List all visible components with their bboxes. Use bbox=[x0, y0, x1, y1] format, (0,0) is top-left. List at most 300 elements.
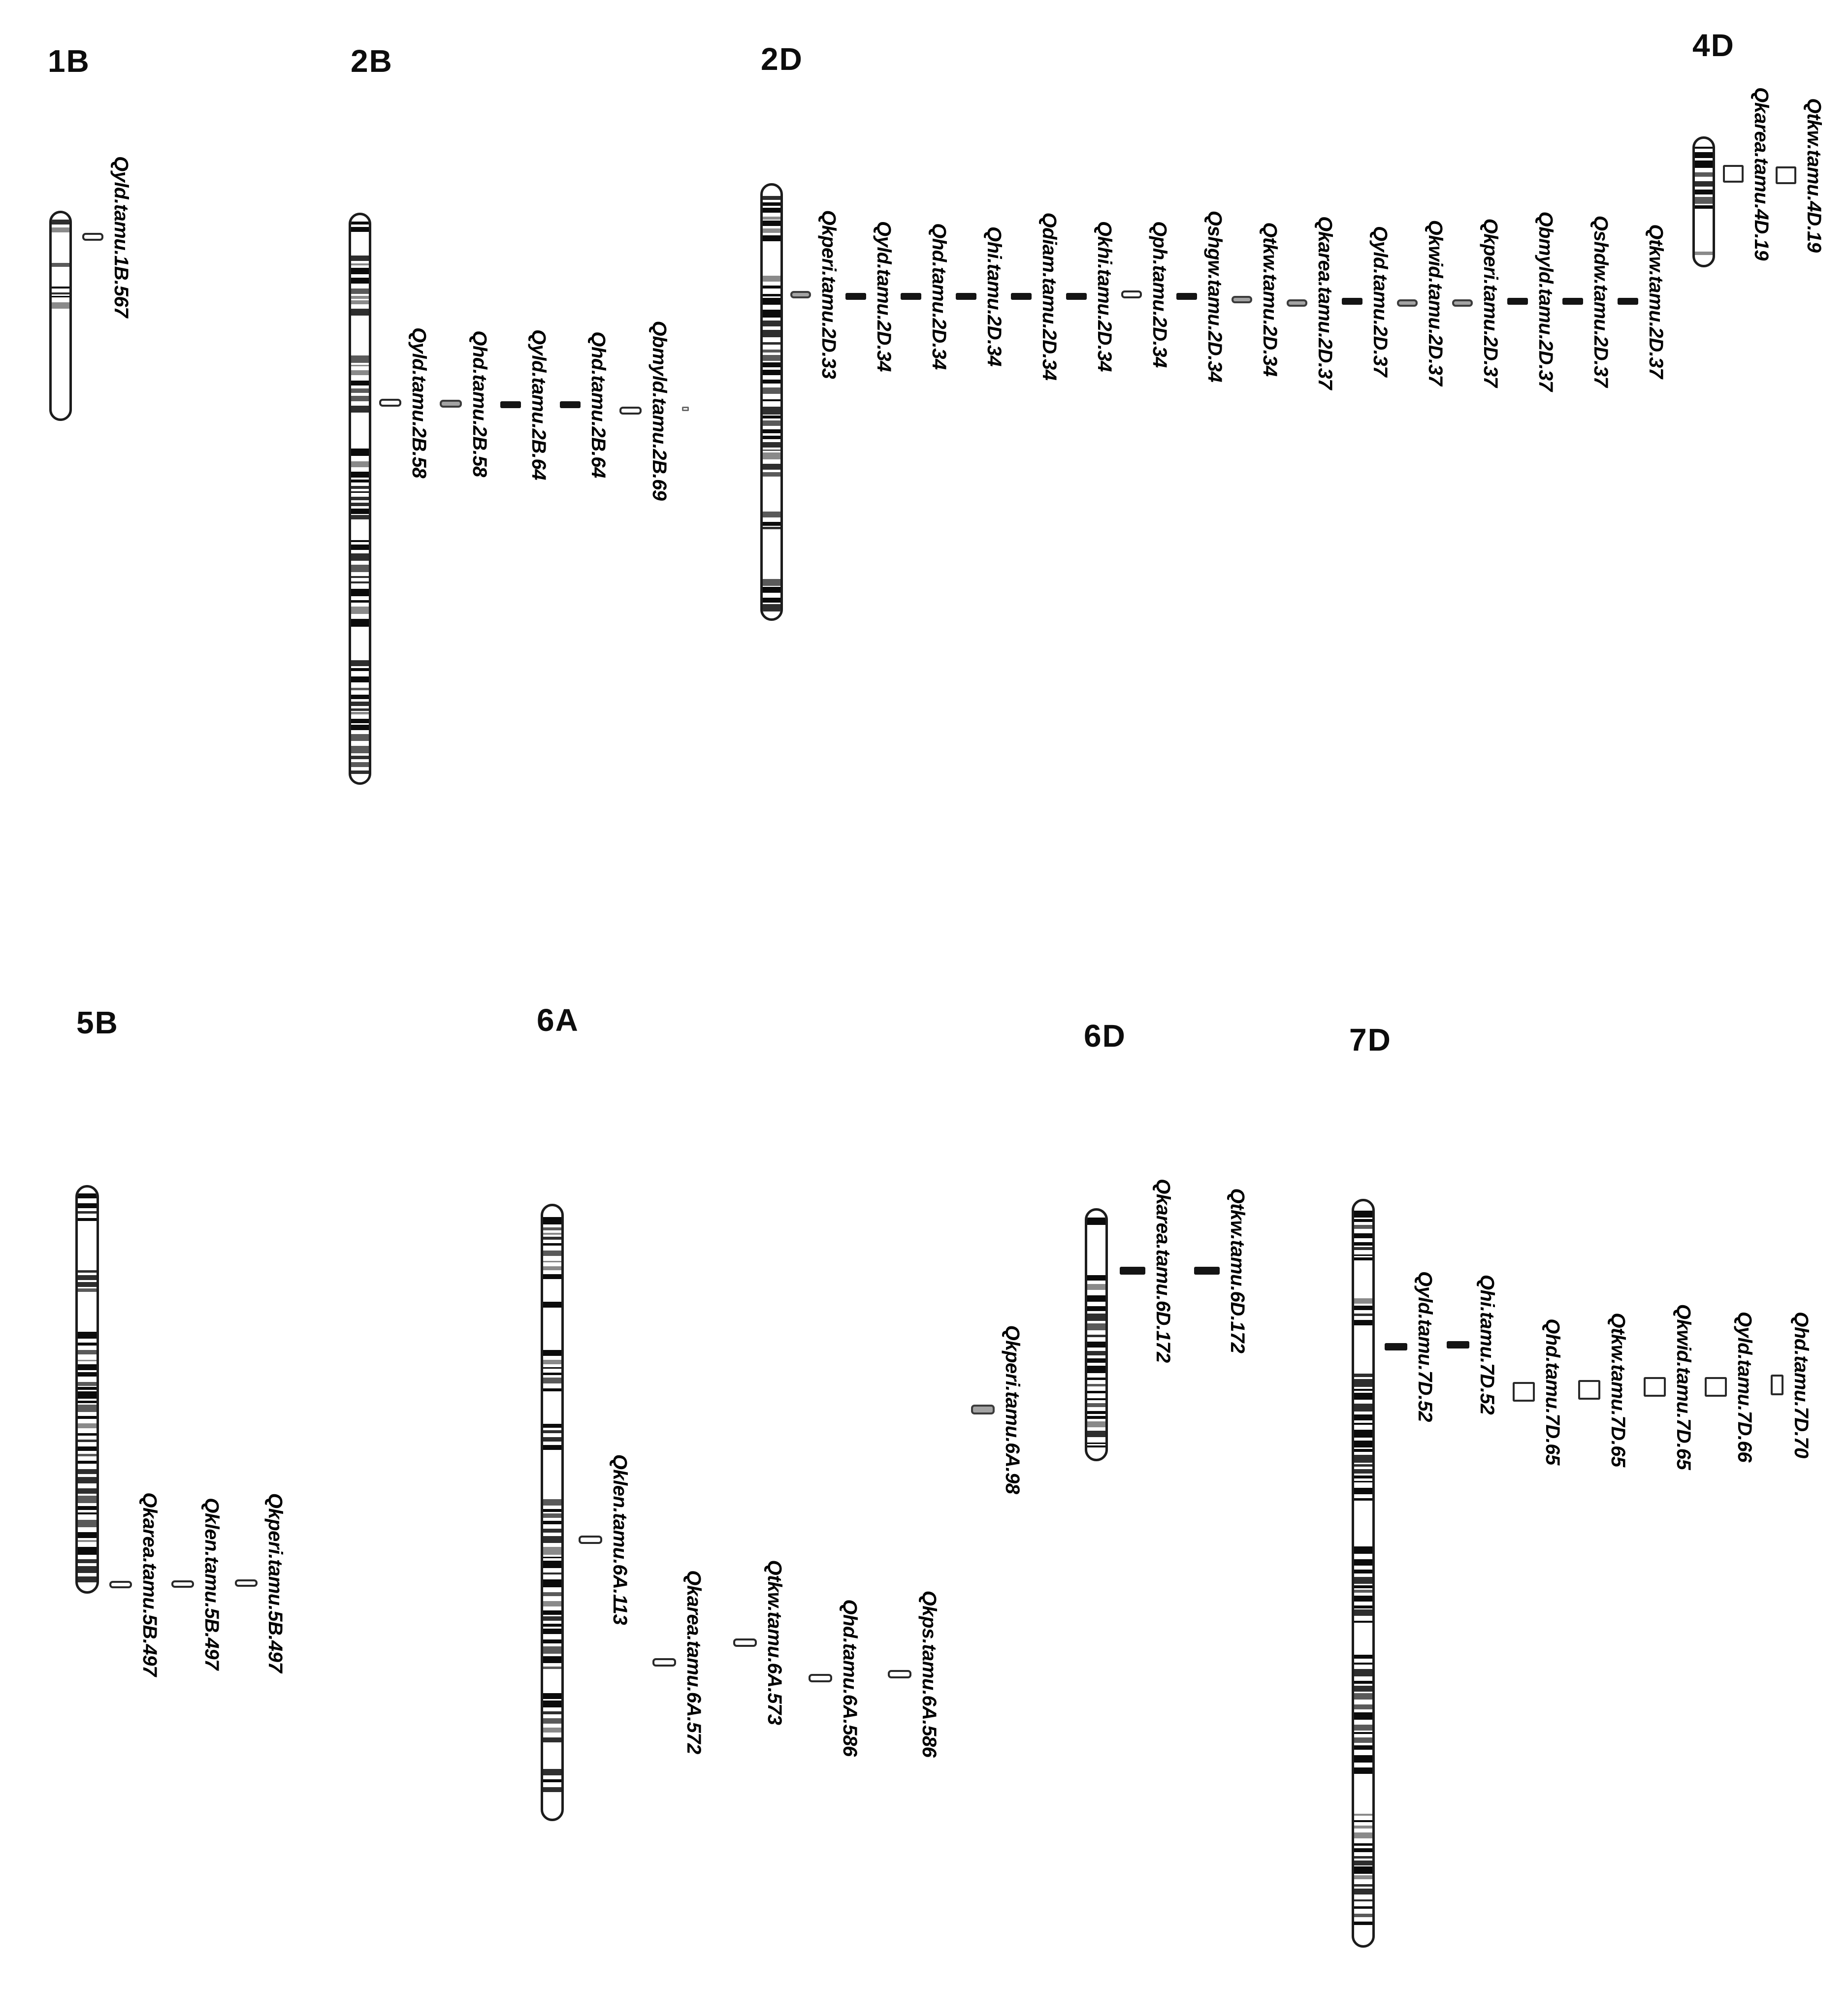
chromosome-band bbox=[78, 1288, 97, 1292]
chromosome-band bbox=[1087, 1416, 1105, 1419]
chromosome-band bbox=[351, 540, 369, 542]
chromosome-band bbox=[351, 756, 369, 760]
chromosome-band bbox=[763, 407, 780, 415]
chromosome-band bbox=[351, 365, 369, 366]
chromosome-band bbox=[1354, 1379, 1372, 1387]
chromosome-band bbox=[78, 1496, 97, 1503]
chromosome-band bbox=[763, 196, 780, 200]
chromosome-band bbox=[1354, 1414, 1372, 1420]
chromosome-band bbox=[351, 268, 369, 274]
chromosome-band bbox=[1087, 1378, 1105, 1380]
qtl-label: Qkwid.tamu.2D.37 bbox=[1425, 220, 1446, 386]
qtl-interval-marker bbox=[1776, 166, 1796, 184]
stray-tick bbox=[682, 407, 689, 411]
qtl-label: Qhd.tamu.2D.34 bbox=[928, 223, 950, 370]
chromosome-band bbox=[543, 1536, 561, 1543]
chromosome-band bbox=[351, 734, 369, 741]
qtl-label: Qyld.tamu.7D.52 bbox=[1414, 1271, 1436, 1422]
qtl-label: Qdiam.tamu.2D.34 bbox=[1038, 212, 1060, 381]
qtl-interval-marker bbox=[1705, 1377, 1727, 1397]
chromosome-band bbox=[78, 1282, 97, 1287]
chromosome-band bbox=[1354, 1546, 1372, 1554]
qtl-interval-marker bbox=[956, 293, 976, 300]
qtl-interval-marker bbox=[971, 1405, 995, 1414]
chromosome-band bbox=[351, 309, 369, 315]
chromosome-band bbox=[351, 381, 369, 386]
chromosome-band bbox=[351, 296, 369, 299]
chromosome-band bbox=[543, 1302, 561, 1308]
chromosome-band bbox=[78, 1440, 97, 1442]
chromosome-band bbox=[543, 1499, 561, 1506]
chromosome-band bbox=[1695, 190, 1713, 195]
chromosome-band bbox=[543, 1437, 561, 1441]
chromosome-band bbox=[1354, 1681, 1372, 1684]
chromosome-bar-1b bbox=[49, 211, 72, 421]
chromosome-band bbox=[1354, 1866, 1372, 1873]
chromosome-band bbox=[543, 1350, 561, 1355]
chromosome-band bbox=[78, 1454, 97, 1456]
chromosome-band bbox=[1354, 1306, 1372, 1310]
chromosome-band bbox=[763, 387, 780, 394]
qtl-label: Qkarea.tamu.6A.572 bbox=[683, 1570, 705, 1754]
chromosome-band bbox=[78, 1512, 97, 1514]
chromosome-band bbox=[763, 464, 780, 469]
chromosome-band bbox=[78, 1364, 97, 1370]
chromosome-band bbox=[763, 310, 780, 317]
chromosome-band bbox=[543, 1445, 561, 1450]
chromosome-band bbox=[543, 1769, 561, 1775]
chromosome-band bbox=[1354, 1488, 1372, 1494]
chromosome-band bbox=[351, 708, 369, 711]
chromosome-band bbox=[351, 619, 369, 627]
qtl-label: Qkarea.tamu.6D.172 bbox=[1152, 1179, 1174, 1363]
chromosome-band bbox=[351, 676, 369, 682]
qtl-label: Qhd.tamu.7D.70 bbox=[1790, 1312, 1812, 1458]
chromosome-band bbox=[543, 1274, 561, 1279]
chromosome-band bbox=[78, 1360, 97, 1361]
chromosome-band bbox=[1354, 1609, 1372, 1616]
chromosome-band bbox=[351, 461, 369, 467]
chromosome-band bbox=[1354, 1481, 1372, 1482]
chromosome-band bbox=[763, 342, 780, 345]
chromosome-band bbox=[1354, 1469, 1372, 1474]
chromosome-band bbox=[763, 294, 780, 296]
chromosome-band bbox=[78, 1372, 97, 1377]
qtl-interval-marker bbox=[1194, 1267, 1220, 1275]
chromosome-band bbox=[1087, 1443, 1105, 1444]
chromosome-band bbox=[1087, 1314, 1105, 1321]
chromosome-band bbox=[351, 600, 369, 602]
chromosome-band bbox=[763, 452, 780, 459]
chromosome-bar-7d bbox=[1352, 1199, 1375, 1948]
qtl-interval-marker bbox=[579, 1536, 602, 1544]
qtl-interval-marker bbox=[1618, 298, 1638, 305]
chromosome-band bbox=[1354, 1755, 1372, 1763]
chromosome-band bbox=[78, 1275, 97, 1280]
chromosome-band bbox=[763, 221, 780, 226]
chromosome-band bbox=[543, 1529, 561, 1533]
chromosome-band bbox=[78, 1382, 97, 1386]
chromosome-band bbox=[351, 227, 369, 231]
chromosome-band bbox=[1354, 1725, 1372, 1730]
chromosome-band bbox=[1087, 1384, 1105, 1386]
chromosome-band bbox=[1354, 1211, 1372, 1218]
qtl-interval-marker bbox=[1121, 290, 1142, 298]
chromosome-band bbox=[351, 472, 369, 478]
chromosome-band bbox=[763, 472, 780, 477]
chromosome-band bbox=[1354, 1906, 1372, 1909]
chromosome-band bbox=[1354, 1922, 1372, 1925]
chromosome-band bbox=[1354, 1884, 1372, 1887]
chromosome-band bbox=[1354, 1704, 1372, 1709]
chromosome-band bbox=[78, 1576, 97, 1582]
chromosome-band bbox=[1354, 1498, 1372, 1501]
qtl-interval-marker bbox=[809, 1674, 832, 1682]
chromosome-band bbox=[1354, 1254, 1372, 1256]
qtl-label: Qkarea.tamu.2D.37 bbox=[1314, 216, 1336, 389]
chromosome-band bbox=[351, 660, 369, 666]
chromosome-band bbox=[763, 429, 780, 433]
chromosome-band bbox=[78, 1203, 97, 1208]
qtl-label: Qklen.tamu.6A.113 bbox=[609, 1454, 631, 1625]
chromosome-band bbox=[78, 1405, 97, 1412]
chromosome-band bbox=[351, 503, 369, 506]
chromosome-band bbox=[543, 1646, 561, 1654]
chromosome-band bbox=[543, 1624, 561, 1627]
qtl-interval-marker bbox=[1176, 293, 1197, 300]
chromosome-band bbox=[351, 581, 369, 583]
qtl-interval-marker bbox=[888, 1670, 911, 1678]
chromosome-band bbox=[763, 442, 780, 448]
qtl-interval-marker bbox=[1011, 293, 1032, 300]
chromosome-bar-4d bbox=[1692, 136, 1715, 267]
chromosome-band bbox=[1354, 1686, 1372, 1692]
chromosome-title-1b: 1B bbox=[48, 43, 90, 79]
chromosome-band bbox=[543, 1261, 561, 1262]
qtl-label: Qkhi.tamu.2D.34 bbox=[1094, 221, 1115, 372]
chromosome-band bbox=[1354, 1585, 1372, 1588]
chromosome-band bbox=[351, 576, 369, 578]
chromosome-band bbox=[1354, 1832, 1372, 1838]
chromosome-band bbox=[543, 1521, 561, 1524]
qtl-label: Qkperi.tamu.2D.33 bbox=[818, 210, 840, 379]
chromosome-band bbox=[543, 1718, 561, 1724]
chromosome-band bbox=[351, 370, 369, 375]
chromosome-band bbox=[351, 607, 369, 613]
qtl-interval-marker bbox=[1397, 299, 1418, 307]
qtl-interval-marker bbox=[500, 401, 521, 408]
qtl-label: Qhd.tamu.6A.586 bbox=[839, 1599, 861, 1757]
chromosome-band bbox=[351, 725, 369, 731]
chromosome-band bbox=[1087, 1218, 1105, 1225]
qtl-interval-marker bbox=[560, 401, 581, 408]
chromosome-band bbox=[1087, 1335, 1105, 1337]
qtl-label: Qtkw.tamu.2D.37 bbox=[1645, 224, 1667, 379]
chromosome-band bbox=[543, 1217, 561, 1224]
chromosome-band bbox=[1354, 1464, 1372, 1467]
chromosome-band bbox=[543, 1693, 561, 1699]
chromosome-title-5b: 5B bbox=[76, 1005, 119, 1040]
qtl-label: Qhi.tamu.2D.34 bbox=[983, 226, 1005, 367]
chromosome-band bbox=[763, 202, 780, 206]
chromosome-band bbox=[543, 1266, 561, 1271]
qtl-interval-marker bbox=[1771, 1375, 1783, 1395]
chromosome-band bbox=[78, 1559, 97, 1563]
qtl-interval-marker bbox=[1066, 293, 1087, 300]
chromosome-band bbox=[1087, 1391, 1105, 1394]
chromosome-band bbox=[1354, 1404, 1372, 1411]
chromosome-band bbox=[1695, 205, 1713, 208]
chromosome-band bbox=[1354, 1820, 1372, 1822]
chromosome-band bbox=[543, 1667, 561, 1669]
chromosome-band bbox=[763, 579, 780, 586]
qtl-label: Qkperi.tamu.6A.98 bbox=[1002, 1325, 1023, 1494]
chromosome-band bbox=[78, 1218, 97, 1221]
chromosome-band bbox=[1354, 1814, 1372, 1815]
chromosome-band bbox=[52, 292, 69, 294]
chromosome-band bbox=[763, 436, 780, 439]
chromosome-band bbox=[1354, 1320, 1372, 1325]
chromosome-band bbox=[763, 235, 780, 242]
chromosome-band bbox=[351, 263, 369, 266]
chromosome-band bbox=[1354, 1298, 1372, 1304]
chromosome-band bbox=[1087, 1295, 1105, 1302]
chromosome-band bbox=[1354, 1596, 1372, 1602]
chromosome-band bbox=[763, 527, 780, 529]
chromosome-band bbox=[543, 1701, 561, 1707]
chromosome-band bbox=[1354, 1621, 1372, 1623]
qtl-label: Qkperi.tamu.2D.37 bbox=[1480, 218, 1501, 387]
chromosome-band bbox=[1354, 1233, 1372, 1238]
chromosome-band bbox=[1354, 1663, 1372, 1665]
chromosome-band bbox=[351, 278, 369, 284]
chromosome-band bbox=[351, 688, 369, 690]
chromosome-band bbox=[543, 1251, 561, 1256]
chromosome-band bbox=[78, 1469, 97, 1474]
chromosome-band bbox=[1354, 1669, 1372, 1677]
chromosome-band bbox=[351, 256, 369, 261]
chromosome-band bbox=[1354, 1826, 1372, 1829]
chromosome-band bbox=[1354, 1655, 1372, 1659]
chromosome-band bbox=[78, 1416, 97, 1419]
qtl-interval-marker bbox=[652, 1658, 676, 1667]
chromosome-band bbox=[1695, 181, 1713, 187]
chromosome-band bbox=[351, 589, 369, 596]
chromosome-band bbox=[1354, 1861, 1372, 1865]
chromosome-band bbox=[351, 770, 369, 774]
chromosome-band bbox=[543, 1656, 561, 1663]
chromosome-band bbox=[543, 1237, 561, 1240]
qtl-interval-marker bbox=[1120, 1267, 1145, 1275]
chromosome-band bbox=[1087, 1284, 1105, 1290]
qtl-interval-marker bbox=[171, 1580, 194, 1588]
qtl-label: Qtkw.tamu.7D.65 bbox=[1607, 1313, 1629, 1467]
qtl-label: Qhd.tamu.7D.65 bbox=[1542, 1318, 1563, 1465]
qtl-interval-marker bbox=[379, 399, 401, 407]
chromosome-band bbox=[1354, 1856, 1372, 1859]
chromosome-band bbox=[763, 370, 780, 375]
qtl-label: Qtkw.tamu.4D.19 bbox=[1803, 98, 1825, 253]
chromosome-band bbox=[763, 217, 780, 220]
chromosome-band bbox=[1354, 1449, 1372, 1452]
chromosome-band bbox=[543, 1513, 561, 1518]
chromosome-band bbox=[543, 1378, 561, 1383]
chromosome-band bbox=[78, 1540, 97, 1542]
chromosome-band bbox=[351, 222, 369, 225]
chromosome-bar-5b bbox=[75, 1185, 99, 1594]
chromosome-band bbox=[351, 486, 369, 488]
chromosome-band bbox=[763, 420, 780, 425]
chromosome-band bbox=[543, 1373, 561, 1376]
chromosome-band bbox=[78, 1461, 97, 1464]
qtl-label: Qph.tamu.2D.34 bbox=[1149, 221, 1170, 368]
chromosome-band bbox=[1354, 1559, 1372, 1566]
chromosome-band bbox=[543, 1509, 561, 1512]
qtl-label: Qyld.tamu.1B.567 bbox=[110, 156, 132, 318]
chromosome-band bbox=[351, 300, 369, 304]
chromosome-band bbox=[351, 668, 369, 672]
chromosome-band bbox=[351, 565, 369, 572]
chromosome-band bbox=[763, 298, 780, 305]
chromosome-band bbox=[1354, 1914, 1372, 1917]
chromosome-band bbox=[1354, 1732, 1372, 1734]
chromosome-band bbox=[1354, 1605, 1372, 1608]
chromosome-band bbox=[1087, 1358, 1105, 1363]
chromosome-band bbox=[1695, 172, 1713, 177]
chromosome-band bbox=[52, 296, 69, 298]
chromosome-band bbox=[78, 1401, 97, 1403]
chromosome-band bbox=[543, 1616, 561, 1621]
chromosome-band bbox=[763, 362, 780, 367]
qtl-label: Qyld.tamu.2B.58 bbox=[408, 327, 430, 478]
chromosome-band bbox=[1354, 1848, 1372, 1852]
chromosome-bar-6d bbox=[1085, 1208, 1108, 1461]
chromosome-band bbox=[351, 746, 369, 753]
chromosome-band bbox=[1695, 197, 1713, 204]
chromosome-band bbox=[351, 449, 369, 456]
chromosome-band bbox=[543, 1430, 561, 1433]
qtl-interval-marker bbox=[1513, 1382, 1535, 1402]
chromosome-band bbox=[1354, 1314, 1372, 1316]
chromosome-band bbox=[78, 1566, 97, 1573]
chromosome-band bbox=[543, 1424, 561, 1428]
chromosome-band bbox=[351, 553, 369, 561]
chromosome-band bbox=[1354, 1745, 1372, 1750]
chromosome-band bbox=[351, 515, 369, 519]
chromosome-band bbox=[543, 1711, 561, 1714]
chromosome-band bbox=[543, 1243, 561, 1246]
chromosome-band bbox=[1354, 1590, 1372, 1593]
chromosome-band bbox=[543, 1573, 561, 1574]
chromosome-band bbox=[351, 491, 369, 493]
chromosome-band bbox=[1354, 1441, 1372, 1447]
chromosome-band bbox=[763, 598, 780, 603]
chromosome-band bbox=[351, 702, 369, 706]
chromosome-band bbox=[763, 522, 780, 526]
chromosome-title-2b: 2B bbox=[351, 43, 393, 79]
qtl-label: Qyld.tamu.7D.66 bbox=[1734, 1312, 1755, 1462]
chromosome-band bbox=[543, 1579, 561, 1587]
chromosome-band bbox=[763, 380, 780, 384]
chromosome-band bbox=[1354, 1767, 1372, 1774]
chromosome-band bbox=[1354, 1875, 1372, 1879]
chromosome-band bbox=[1354, 1843, 1372, 1846]
chromosome-band bbox=[78, 1506, 97, 1510]
chromosome-band bbox=[1354, 1219, 1372, 1222]
chromosome-band bbox=[78, 1477, 97, 1483]
qtl-label: Qyld.tamu.2D.34 bbox=[873, 221, 895, 372]
chromosome-band bbox=[1354, 1247, 1372, 1250]
chromosome-band bbox=[78, 1488, 97, 1494]
chromosome-band bbox=[763, 416, 780, 418]
chromosome-band bbox=[351, 355, 369, 363]
chromosome-band bbox=[1354, 1389, 1372, 1391]
chromosome-band bbox=[1695, 152, 1713, 158]
qtl-interval-marker bbox=[1342, 298, 1362, 305]
chromosome-title-2d: 2D bbox=[761, 41, 803, 77]
chromosome-band bbox=[351, 480, 369, 482]
chromosome-band bbox=[78, 1332, 97, 1339]
chromosome-band bbox=[78, 1391, 97, 1399]
chromosome-band bbox=[78, 1193, 97, 1198]
chromosome-band bbox=[351, 509, 369, 514]
chromosome-band bbox=[1354, 1423, 1372, 1425]
chromosome-band bbox=[1695, 252, 1713, 255]
qtl-interval-marker bbox=[619, 407, 642, 415]
chromosome-band bbox=[763, 399, 780, 401]
chromosome-band bbox=[543, 1601, 561, 1606]
chromosome-band bbox=[1354, 1455, 1372, 1462]
chromosome-band bbox=[763, 355, 780, 361]
chromosome-band bbox=[78, 1387, 97, 1390]
qtl-label: Qhd.tamu.2B.64 bbox=[587, 331, 609, 478]
chromosome-band bbox=[52, 227, 69, 233]
chromosome-band bbox=[78, 1433, 97, 1436]
chromosome-band bbox=[1087, 1351, 1105, 1355]
chromosome-band bbox=[1087, 1398, 1105, 1400]
chromosome-band bbox=[1354, 1570, 1372, 1573]
chromosome-band bbox=[52, 302, 69, 309]
chromosome-band bbox=[763, 330, 780, 337]
qtl-interval-marker bbox=[1447, 1341, 1469, 1348]
qtl-label: Qhi.tamu.7D.52 bbox=[1476, 1274, 1498, 1415]
qtl-interval-marker bbox=[109, 1581, 132, 1588]
qtl-label: Qklen.tamu.5B.497 bbox=[201, 1498, 223, 1670]
chromosome-band bbox=[543, 1787, 561, 1792]
chromosome-band bbox=[543, 1227, 561, 1230]
chromosome-band bbox=[1354, 1737, 1372, 1742]
qtl-label: Qkarea.tamu.4D.19 bbox=[1751, 87, 1772, 260]
chromosome-band bbox=[351, 719, 369, 723]
qtl-label: Qhd.tamu.2B.58 bbox=[469, 330, 490, 477]
chromosome-band bbox=[1695, 147, 1713, 149]
chromosome-band bbox=[1354, 1712, 1372, 1720]
qtl-label: Qtkw.tamu.6A.573 bbox=[764, 1560, 785, 1725]
chromosome-bar-2b bbox=[349, 213, 371, 785]
chromosome-band bbox=[1087, 1306, 1105, 1311]
qtl-label: Qkperi.tamu.5B.497 bbox=[264, 1493, 286, 1673]
qtl-interval-marker bbox=[790, 291, 811, 298]
chromosome-band bbox=[52, 263, 69, 267]
chromosome-band bbox=[543, 1592, 561, 1596]
chromosome-band bbox=[1354, 1693, 1372, 1699]
chromosome-band bbox=[1087, 1403, 1105, 1407]
qtl-interval-marker bbox=[901, 293, 921, 300]
chromosome-band bbox=[78, 1350, 97, 1354]
qtl-label: Qshgw.tamu.2D.34 bbox=[1204, 210, 1226, 383]
qtl-interval-marker bbox=[1452, 299, 1473, 307]
qtl-label: Qkwid.tamu.7D.65 bbox=[1673, 1304, 1694, 1470]
